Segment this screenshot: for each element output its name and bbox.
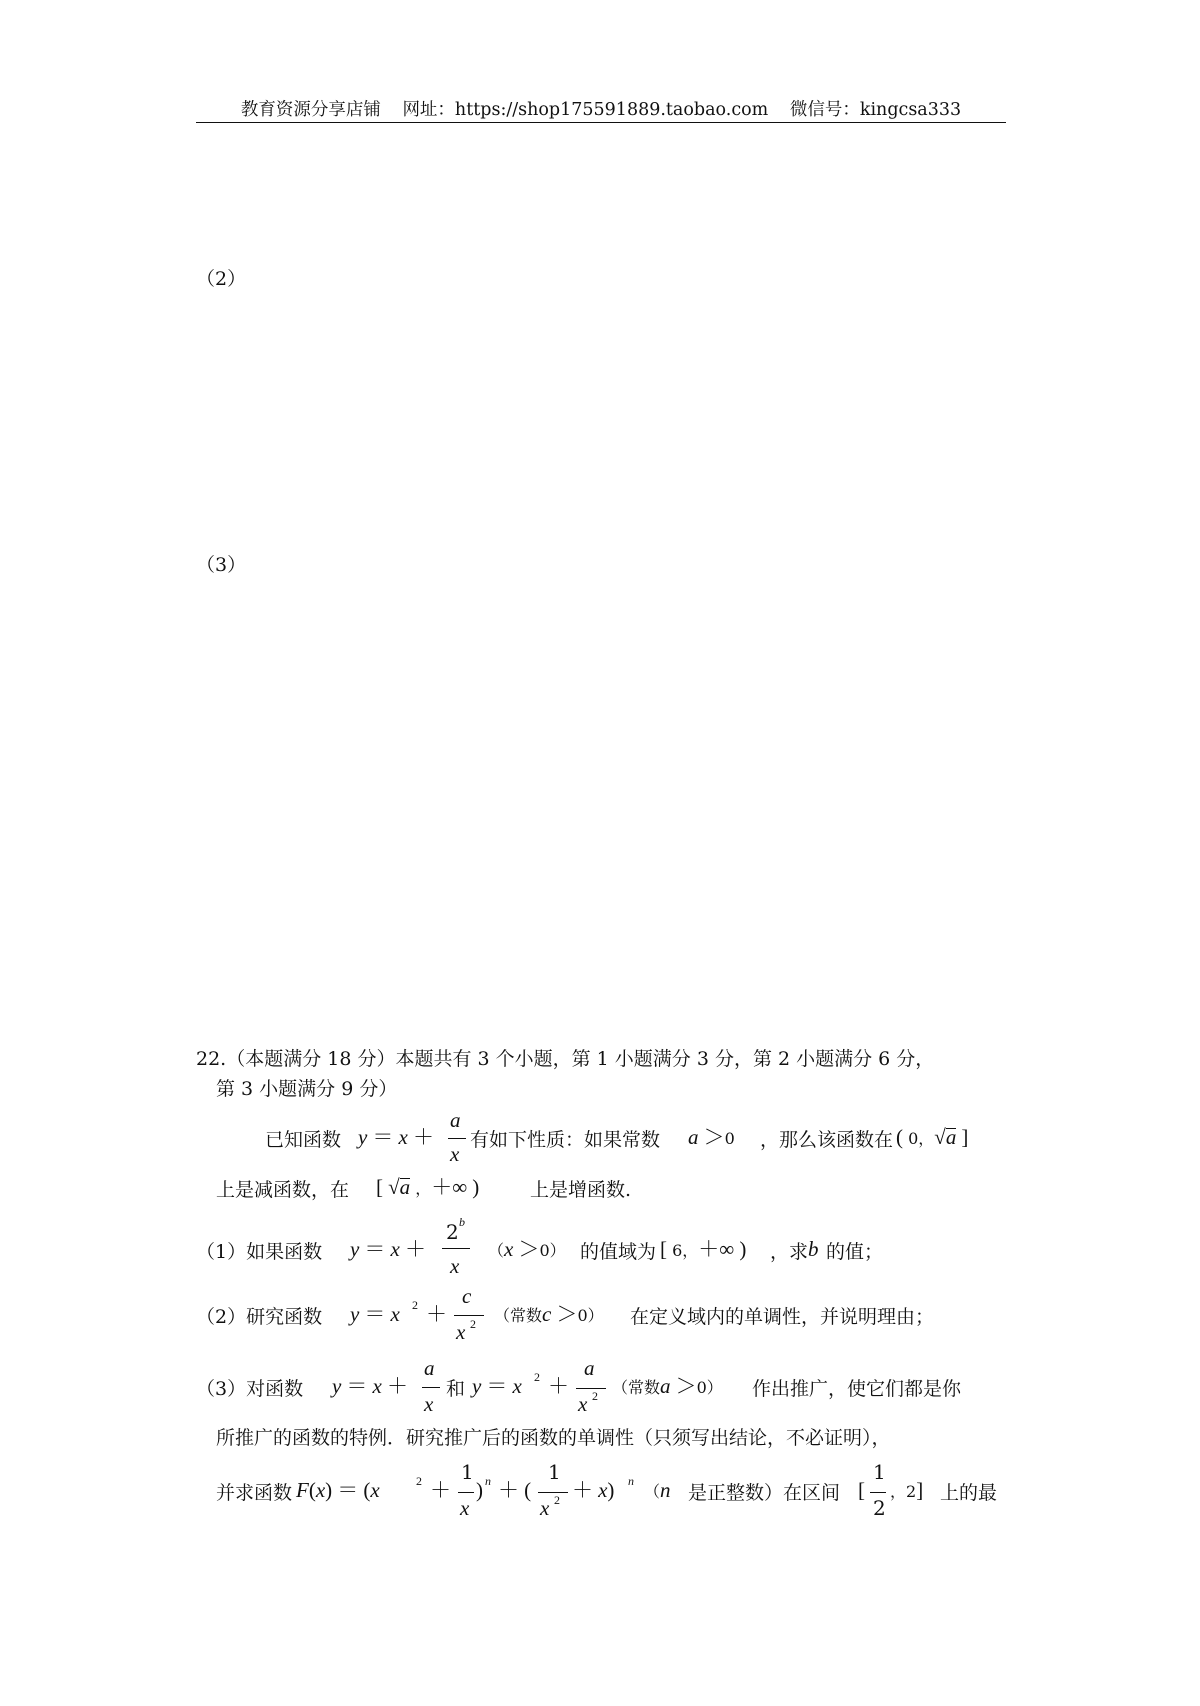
q3-line3-text-c: 上的最 xyxy=(940,1482,998,1504)
intro-condition: a ＞0 xyxy=(688,1125,735,1149)
q1-cond-text: 的值域为 xyxy=(580,1241,657,1263)
q1-formula: y ＝ x ＋ xyxy=(350,1237,426,1261)
intro-text-3: ，那么该函数在 xyxy=(760,1129,894,1151)
fraction-a-over-x2: a x 2 xyxy=(576,1358,606,1418)
question-heading-line2: 第 3 小题满分 9 分） xyxy=(216,1078,398,1100)
q1-domain: （x ＞0） xyxy=(488,1237,566,1261)
answer-label-part2: （2） xyxy=(196,268,247,290)
F-exponent-n-1: n xyxy=(485,1474,491,1488)
F-tail: ＋ x) xyxy=(572,1478,615,1502)
F-n-paren: （n xyxy=(644,1478,671,1502)
q1-label: （1）如果函数 xyxy=(196,1241,323,1263)
q3-exponent: 2 xyxy=(534,1370,540,1384)
page-header xyxy=(198,96,1004,121)
q1-variable-b: b xyxy=(808,1237,819,1261)
F-close-1: ) xyxy=(476,1478,483,1502)
q3-formula-2: y ＝ x xyxy=(472,1374,522,1398)
q1-end-text: 的值； xyxy=(826,1241,884,1263)
fraction-a-over-x: a x xyxy=(448,1110,466,1166)
fraction-1-over-2: 1 2 xyxy=(870,1462,886,1522)
F-plus-1: ＋ xyxy=(430,1478,451,1502)
fraction-a-over-x-q3: a x xyxy=(422,1358,440,1416)
q2-formula: y ＝ x xyxy=(350,1302,400,1326)
q3-line2: 所推广的函数的特例．研究推广后的函数的单调性（只须写出结论，不必证明）， xyxy=(216,1427,891,1449)
interval-open: [ xyxy=(858,1478,865,1502)
q2-label: （2）研究函数 xyxy=(196,1306,323,1328)
q1-tail-text: ，求 xyxy=(770,1241,809,1263)
q3-and-text: 和 xyxy=(446,1378,466,1400)
interval-0-sqrt-a: ( 0，√a ] xyxy=(896,1125,969,1149)
header-wechat: 微信号：kingcsa333 xyxy=(789,100,962,120)
fraction-1-over-x2: 1 x 2 xyxy=(538,1462,568,1522)
q1-range: [ 6，＋∞ ) xyxy=(660,1237,747,1261)
q2-condition: （常数c ＞0） xyxy=(494,1302,604,1326)
q2-plus: ＋ xyxy=(426,1302,447,1326)
intro-text-1: 已知函数 xyxy=(265,1129,342,1151)
q3-formula-1: y ＝ x ＋ xyxy=(332,1374,408,1398)
intro-text-2: 有如下性质：如果常数 xyxy=(470,1129,661,1151)
F-exponent-n-2: n xyxy=(628,1474,634,1488)
intro-line2-text-b: 上是增函数. xyxy=(530,1179,632,1201)
q2-exponent: 2 xyxy=(412,1298,418,1312)
interval-close: ，2] xyxy=(890,1478,924,1502)
q3-function-F: F(x) ＝ (x xyxy=(296,1478,380,1502)
q3-line3-text-b: 是正整数）在区间 xyxy=(688,1482,841,1504)
fraction-2b-over-x: 2 b x xyxy=(442,1218,470,1278)
fraction-1-over-x: 1 x xyxy=(460,1460,474,1520)
header-shop-name: 教育资源分享店铺 xyxy=(240,100,381,120)
intro-line2-text-a: 上是减函数，在 xyxy=(216,1179,350,1201)
q3-condition: （常数a ＞0） xyxy=(612,1374,723,1398)
answer-label-part3: （3） xyxy=(196,554,247,576)
header-website: 网址：https://shop175591889.taobao.com xyxy=(402,100,769,120)
q3-line3-text-a: 并求函数 xyxy=(216,1482,293,1504)
F-exponent-1: 2 xyxy=(416,1474,422,1488)
intro-formula: y ＝ x ＋ xyxy=(358,1125,434,1149)
header-divider xyxy=(196,122,1006,123)
q2-tail-text: 在定义域内的单调性，并说明理由； xyxy=(630,1306,935,1328)
question-heading: 22.（本题满分 18 分）本题共有 3 个小题，第 1 小题满分 3 分，第 2 小题满分 6 分， xyxy=(196,1048,935,1070)
q3-label: （3）对函数 xyxy=(196,1378,304,1400)
interval-sqrt-a-inf: [ √a ，＋∞ ) xyxy=(376,1175,480,1199)
q3-plus: ＋ xyxy=(548,1374,569,1398)
fraction-c-over-x2: c x 2 xyxy=(454,1284,484,1346)
F-plus-2: ＋ ( xyxy=(498,1478,532,1502)
q3-tail-text: 作出推广，使它们都是你 xyxy=(752,1378,962,1400)
